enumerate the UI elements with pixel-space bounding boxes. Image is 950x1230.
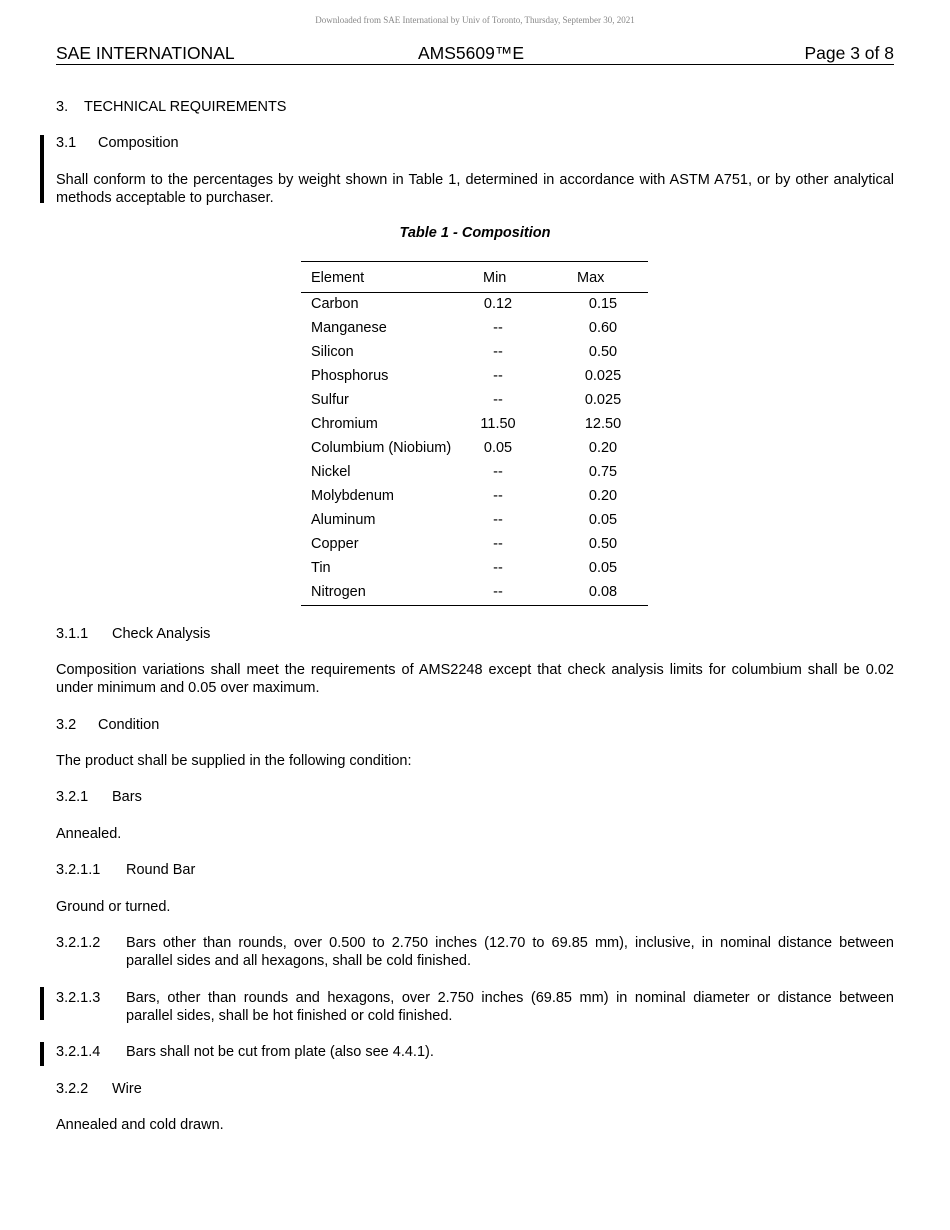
cell-max: 0.08 bbox=[588, 584, 618, 600]
page-number: Page 3 of 8 bbox=[804, 43, 894, 63]
revision-change-bar bbox=[40, 987, 44, 1020]
section-3-1-1-text: Composition variations shall meet the requirements of AMS2248 except that check analysis limits for columbium shall be 0.02 under minimum and 0.05 over maximum. bbox=[56, 662, 894, 696]
cell-min: -- bbox=[493, 536, 503, 552]
cell-element: Aluminum bbox=[311, 512, 376, 528]
section-3-1-1-heading bbox=[56, 625, 210, 643]
cell-element: Silicon bbox=[311, 344, 354, 360]
table-row bbox=[301, 581, 648, 605]
section-3-2-text: The product shall be supplied in the following condition: bbox=[56, 753, 412, 769]
cell-min: -- bbox=[493, 464, 503, 480]
cell-min: -- bbox=[493, 560, 503, 576]
section-number: 3.1 bbox=[56, 135, 77, 151]
cell-element: Manganese bbox=[311, 320, 387, 336]
cell-min: 0.12 bbox=[483, 296, 513, 312]
table-header-row bbox=[301, 262, 648, 293]
cell-max: 0.75 bbox=[588, 464, 618, 480]
cell-max: 0.60 bbox=[588, 320, 618, 336]
section-title: Check Analysis bbox=[112, 626, 211, 642]
cell-max: 0.025 bbox=[584, 368, 622, 384]
section-title: Bars bbox=[112, 789, 142, 805]
cell-element: Columbium (Niobium) bbox=[311, 440, 452, 456]
table-row bbox=[301, 533, 648, 557]
table-row bbox=[301, 485, 648, 509]
section-title: Wire bbox=[112, 1081, 142, 1097]
cell-min: -- bbox=[493, 392, 503, 408]
table-row bbox=[301, 437, 648, 461]
section-3-2-heading bbox=[56, 716, 159, 734]
column-header-element: Element bbox=[311, 270, 365, 286]
table-row bbox=[301, 341, 648, 365]
cell-max: 0.50 bbox=[588, 344, 618, 360]
section-3-2-1-3-line-1: Bars, other than rounds and hexagons, over 2.750 inches (69.85 mm) in nominal diameter or distance between bbox=[126, 990, 894, 1006]
section-3-2-1-3-line-2: parallel sides, shall be hot finished or cold finished. bbox=[126, 1008, 453, 1024]
section-number: 3.1.1 bbox=[56, 626, 89, 642]
section-3-2-1-heading bbox=[56, 788, 142, 806]
cell-max: 0.05 bbox=[588, 560, 618, 576]
section-3-1-heading bbox=[56, 134, 179, 152]
section-title: Round Bar bbox=[126, 862, 196, 878]
table-row bbox=[301, 557, 648, 581]
revision-change-bar bbox=[40, 135, 44, 203]
section-number: 3.2.1.1 bbox=[56, 862, 101, 878]
cell-element: Chromium bbox=[311, 416, 378, 432]
download-watermark: Downloaded from SAE International by Univ of Toronto, Thursday, September 30, 2021 bbox=[315, 15, 635, 25]
cell-max: 0.50 bbox=[588, 536, 618, 552]
cell-max: 12.50 bbox=[584, 416, 622, 432]
table-row bbox=[301, 461, 648, 485]
cell-min: -- bbox=[493, 344, 503, 360]
cell-element: Molybdenum bbox=[311, 488, 395, 504]
section-3-2-1-1-heading bbox=[56, 861, 195, 879]
section-title: TECHNICAL REQUIREMENTS bbox=[84, 99, 287, 115]
table-row bbox=[301, 509, 648, 533]
table-row bbox=[301, 365, 648, 389]
document-number: AMS5609™E bbox=[418, 43, 525, 63]
cell-min: -- bbox=[493, 512, 503, 528]
cell-min: 11.50 bbox=[480, 416, 516, 432]
cell-min: -- bbox=[493, 320, 503, 336]
section-number: 3.2 bbox=[56, 717, 77, 733]
table-row bbox=[301, 317, 648, 341]
section-3-2-1-4-number: 3.2.1.4 bbox=[56, 1044, 101, 1060]
section-3-2-1-2-number: 3.2.1.2 bbox=[56, 935, 101, 951]
cell-element: Carbon bbox=[311, 296, 359, 312]
section-3-heading bbox=[56, 98, 286, 116]
table-row bbox=[301, 293, 648, 317]
cell-min: 0.05 bbox=[483, 440, 513, 456]
table-body bbox=[301, 293, 648, 605]
table-row bbox=[301, 413, 648, 437]
section-3-2-1-2-line-1: Bars other than rounds, over 0.500 to 2.750 inches (12.70 to 69.85 mm), inclusive, in nominal distance between bbox=[126, 935, 894, 951]
publisher-name: SAE INTERNATIONAL bbox=[56, 43, 235, 63]
cell-max: 0.025 bbox=[584, 392, 622, 408]
section-3-2-1-2-line-2: parallel sides and all hexagons, shall be cold finished. bbox=[126, 953, 471, 969]
section-number: 3. bbox=[56, 99, 69, 115]
section-title: Composition bbox=[98, 135, 179, 151]
section-3-2-1-text: Annealed. bbox=[56, 826, 122, 842]
cell-min: -- bbox=[493, 368, 503, 384]
cell-max: 0.20 bbox=[588, 440, 618, 456]
section-title: Condition bbox=[98, 717, 160, 733]
section-3-2-1-4-text: Bars shall not be cut from plate (also see 4.4.1). bbox=[126, 1044, 434, 1060]
section-3-2-1-3-number: 3.2.1.3 bbox=[56, 990, 101, 1006]
cell-element: Nickel bbox=[311, 464, 351, 480]
section-number: 3.2.1 bbox=[56, 789, 89, 805]
cell-element: Tin bbox=[311, 560, 331, 576]
column-header-max: Max bbox=[577, 270, 605, 286]
cell-element: Nitrogen bbox=[311, 584, 366, 600]
cell-element: Copper bbox=[311, 536, 359, 552]
page-header bbox=[56, 43, 894, 65]
cell-min: -- bbox=[493, 488, 503, 504]
composition-table bbox=[301, 261, 648, 606]
cell-max: 0.05 bbox=[588, 512, 618, 528]
table-row bbox=[301, 389, 648, 413]
section-3-2-1-1-text: Ground or turned. bbox=[56, 899, 171, 915]
section-3-2-2-heading bbox=[56, 1080, 142, 1098]
cell-element: Sulfur bbox=[311, 392, 349, 408]
section-number: 3.2.2 bbox=[56, 1081, 89, 1097]
table-bottom-rule bbox=[301, 605, 648, 606]
table-caption: Table 1 - Composition bbox=[399, 225, 551, 241]
section-3-1-text: Shall conform to the percentages by weight shown in Table 1, determined in accordance with ASTM A751, or by other analytical methods acceptable to purchaser. bbox=[56, 172, 894, 206]
section-3-2-2-text: Annealed and cold drawn. bbox=[56, 1117, 224, 1133]
column-header-min: Min bbox=[483, 270, 507, 286]
cell-max: 0.20 bbox=[588, 488, 618, 504]
cell-element: Phosphorus bbox=[311, 368, 389, 384]
revision-change-bar bbox=[40, 1042, 44, 1066]
cell-min: -- bbox=[493, 584, 503, 600]
cell-max: 0.15 bbox=[588, 296, 618, 312]
